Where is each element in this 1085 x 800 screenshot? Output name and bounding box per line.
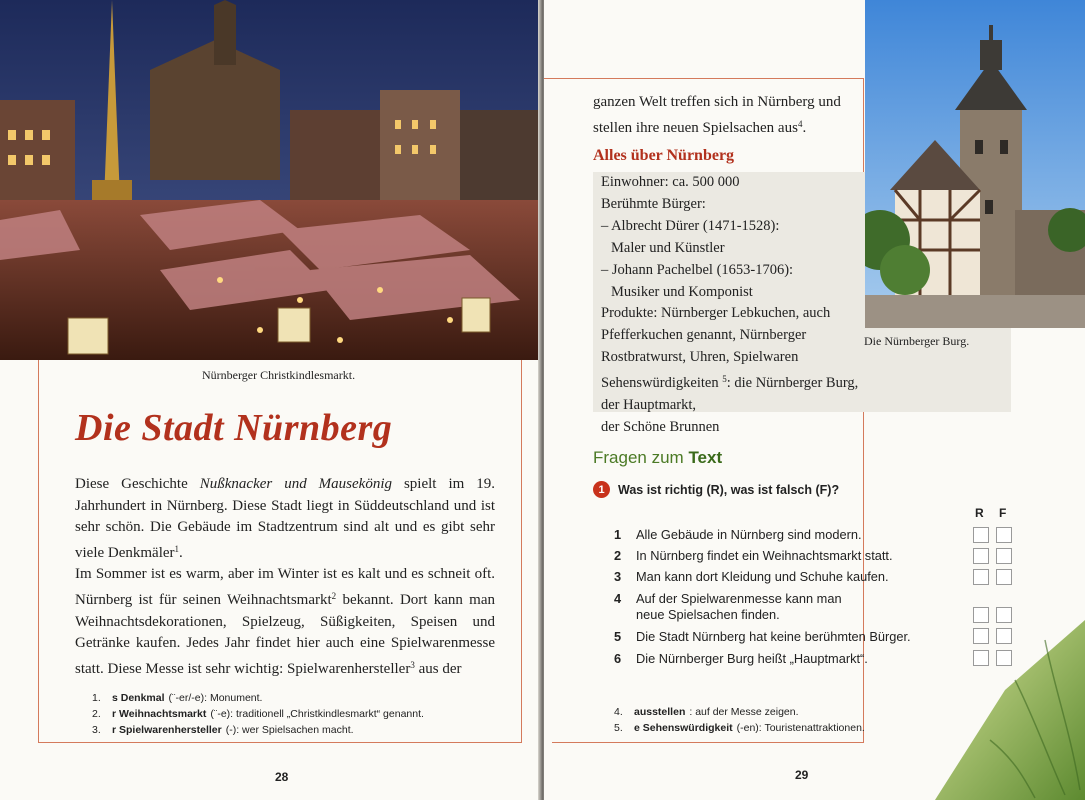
question-number-badge: 1 bbox=[593, 481, 610, 498]
paragraph-2: Im Sommer ist es warm, aber im Winter ist es kalt und es schneit oft. Nürnberg ist für seinen Weihnachtsmarkt$^2$ bekannt. Dort kann man Weihnachtsdekorationen, Spielzeug, Süßigkeiten, Speisen und Getränke kaufen. Jedes Jahr findet hier auch eine Spielwarenmesse statt. Diese Messe ist sehr wichtig: Spielwarenhersteller$^3$ aus der bbox=[75, 566, 495, 677]
continued-text: ganzen Welt treffen sich in Nürnberg und stellen ihre neuen Spielsachen aus$^4$. bbox=[593, 94, 841, 136]
castle-photo bbox=[865, 0, 1085, 328]
footnote: 2. r Weihnachtsmarkt (¨-e) : traditionell „Christkindlesmarkt“ genannt. bbox=[92, 708, 424, 720]
sights-line-2: der Schöne Brunnen bbox=[601, 418, 720, 435]
fact-line: Rostbratwurst, Uhren, Spielwaren bbox=[601, 349, 799, 366]
question-prompt bbox=[593, 481, 839, 498]
list-item: 3 Man kann dort Kleidung und Schuhe kaufen. bbox=[614, 569, 889, 584]
right-footnotes bbox=[614, 704, 865, 736]
fact-line: Pfefferkuchen genannt, Nürnberger bbox=[601, 327, 807, 344]
footnote: 1. s Denkmal (¨-er/-e) : Monument. bbox=[92, 692, 263, 704]
list-item: 6 Die Nürnberger Burg heißt „Hauptmarkt“. bbox=[614, 651, 868, 666]
fact-line: – Johann Pachelbel (1653-1706): bbox=[601, 261, 794, 278]
page-title: Die Stadt Nürnberg bbox=[75, 407, 393, 449]
page-number: 29 bbox=[795, 768, 809, 782]
fact-line: Maler und Künstler bbox=[611, 239, 725, 256]
list-item: 1 Alle Gebäude in Nürnberg sind modern. bbox=[614, 527, 862, 542]
footnote: 3. r Spielwarenhersteller (-) : wer Spielsachen macht. bbox=[92, 724, 354, 736]
christmas-market-photo bbox=[0, 0, 541, 360]
decorative-green-graphic bbox=[895, 620, 1085, 800]
body-text bbox=[75, 474, 495, 680]
footnote: 5. e Sehenswürdigkeit (-en) : Touristenattraktionen. bbox=[614, 722, 865, 734]
checkbox-r-1[interactable] bbox=[973, 527, 989, 543]
checkbox-r-2[interactable] bbox=[973, 548, 989, 564]
list-item: 4 Auf der Spielwarenmesse kann man neue Spielsachen finden. bbox=[614, 591, 842, 622]
fact-line: – Albrecht Dürer (1471-1528): bbox=[601, 217, 780, 234]
page-number: 28 bbox=[275, 770, 289, 784]
fact-line: Berühmte Bürger: bbox=[601, 195, 706, 212]
checkbox-f-2[interactable] bbox=[996, 548, 1012, 564]
list-item: 5 Die Stadt Nürnberg hat keine berühmten Bürger. bbox=[614, 629, 911, 644]
fact-line: Produkte: Nürnberger Lebkuchen, auch bbox=[601, 305, 831, 322]
left-footnotes bbox=[92, 690, 424, 738]
market-photo-caption: Nürnberger Christkindlesmarkt. bbox=[202, 368, 356, 382]
list-item: 2 In Nürnberg findet ein Weihnachtsmarkt statt. bbox=[614, 548, 893, 563]
facts-list bbox=[601, 172, 863, 439]
column-r-label: R bbox=[975, 506, 984, 520]
checkbox-f-3[interactable] bbox=[996, 569, 1012, 585]
fact-line: Einwohner: ca. 500 000 bbox=[601, 174, 740, 190]
question-text: Was ist richtig (R), was ist falsch (F)? bbox=[618, 482, 840, 497]
column-f-label: F bbox=[999, 506, 1007, 520]
footnote: 4. ausstellen : auf der Messe zeigen. bbox=[614, 706, 799, 718]
paragraph-1: Diese Geschichte Nußknacker und Mausekönig spielt im 19. Jahrhundert in Nürnberg. Diese Stadt liegt in Süddeutschland und ist sehr schön. Die Gebäude im Stadtzentrum sind alt und es gibt sehr viele Denkmäler$^1$. bbox=[75, 476, 496, 561]
sights-line: Sehenswürdigkeiten $^5$: die Nürnberger Burg, der Hauptmarkt, bbox=[601, 374, 859, 414]
fact-line: Musiker und Komponist bbox=[611, 283, 753, 300]
section-title: Alles über Nürnberg bbox=[593, 147, 735, 164]
castle-photo-caption: Die Nürnberger Burg. bbox=[864, 334, 970, 348]
left-page bbox=[0, 0, 541, 800]
right-page bbox=[544, 0, 1085, 800]
checkbox-r-3[interactable] bbox=[973, 569, 989, 585]
exercise-title: Fragen zum Text bbox=[593, 448, 723, 467]
checkbox-f-1[interactable] bbox=[996, 527, 1012, 543]
